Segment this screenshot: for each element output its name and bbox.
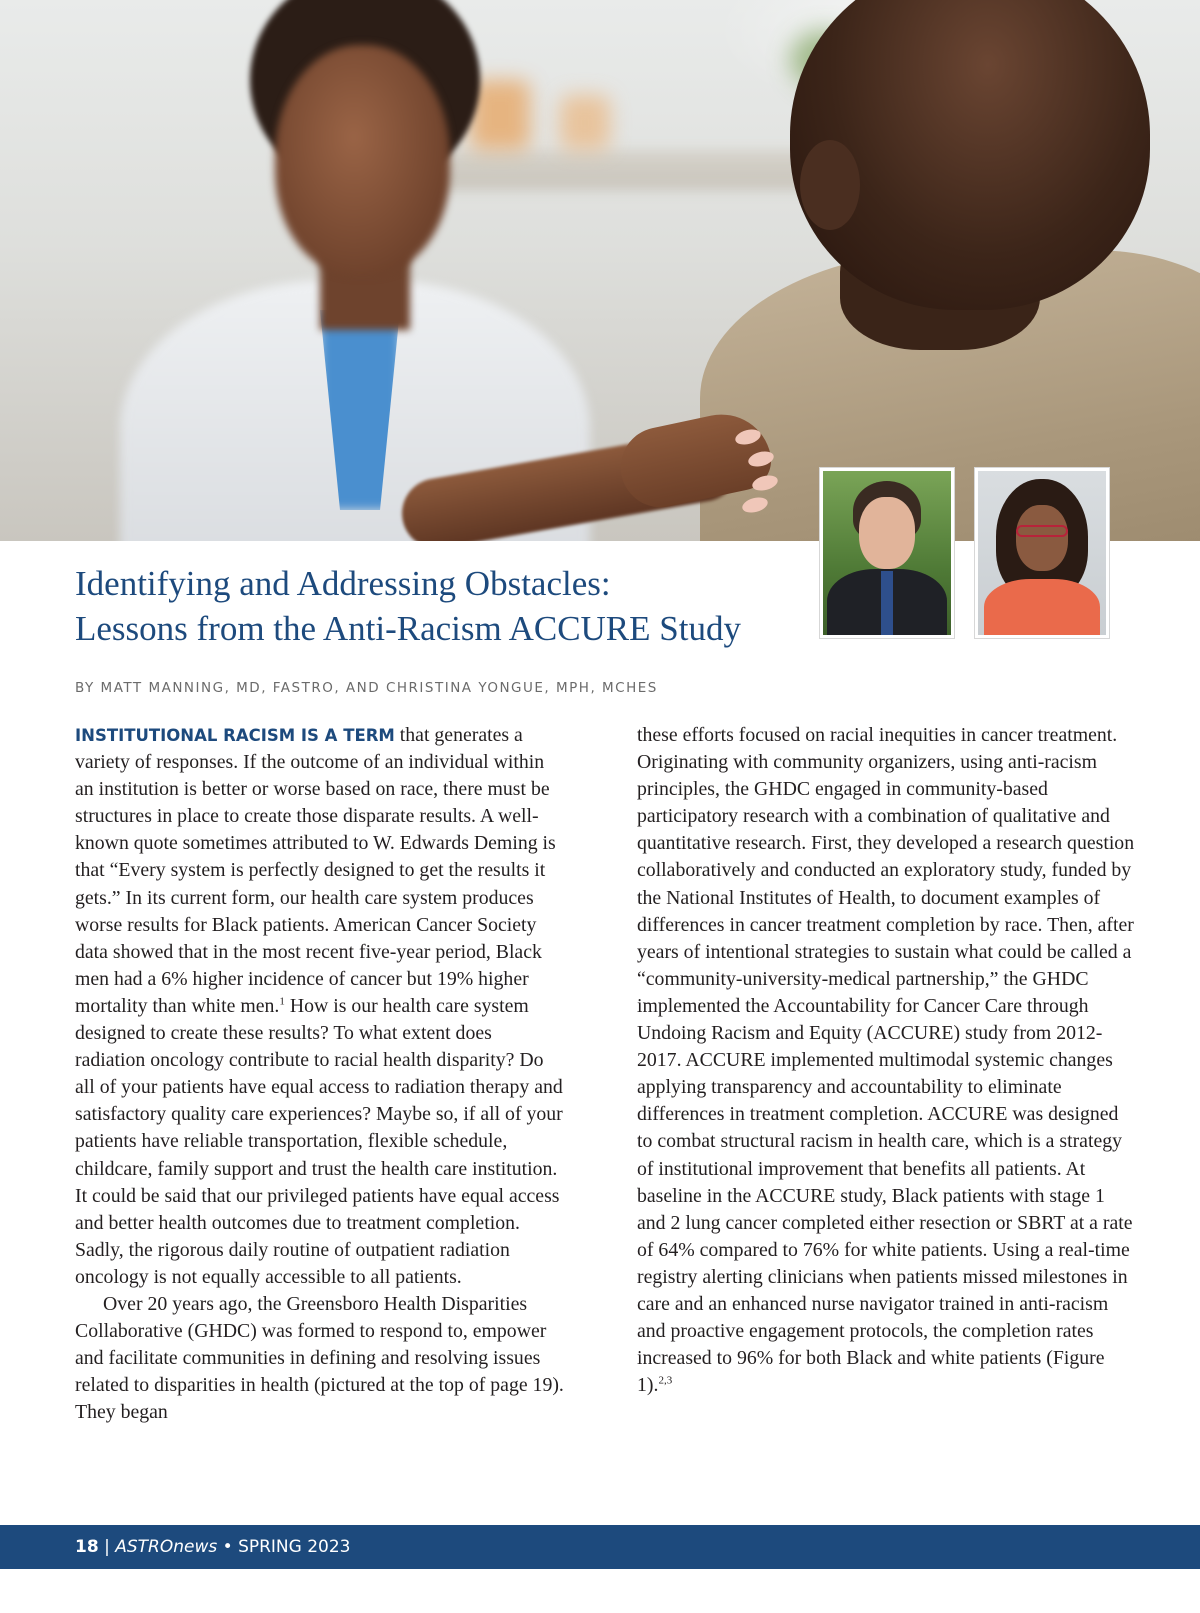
page-number: 18 (75, 1537, 99, 1557)
paragraph-3 (637, 722, 1137, 1399)
paragraph-1 (75, 722, 565, 1291)
byline: BY MATT MANNING, MD, FASTRO, AND CHRISTINA YONGUE, MPH, MCHES (75, 680, 658, 696)
article-title-line-2: Lessons from the Anti-Racism ACCURE Study (75, 609, 741, 648)
paragraph-1-text-a: that generates a variety of responses. If the outcome of an individual within an institution is better or worse based on race, there must be structures in place to create those disparate results. A well-known quote sometimes attributed to W. Edwards Deming is that “Every system is perfectly designed to get the results it gets.” In its current form, our health care system produces worse results for Black patients. American Cancer Society data showed that in the most recent five-year period, Black men had a 6% higher incidence of cancer but 19% higher mortality than white men. (75, 724, 556, 1017)
issue-label: SPRING 2023 (238, 1537, 351, 1557)
reference-2-3: 2,3 (658, 1374, 673, 1387)
footer-bullet: • (222, 1537, 233, 1557)
footer-text (75, 1534, 351, 1560)
paragraph-1-text-b: How is our health care system designed to create these results? To what extent does radiation oncology contribute to racial health disparity? Do all of your patients have equal access to radiation therapy and satisfactory quality care experiences? Maybe so, if all of your patients have reliable transportation, flexible schedule, childcare, family support and trust the health care institution. It could be said that our privileged patients have equal access and better health outcomes due to treatment completion. Sadly, the rigorous daily routine of outpatient radiation oncology is not equally accessible to all patients. (75, 994, 563, 1288)
article-column-right (637, 722, 1137, 1399)
hero-photo (0, 0, 1200, 541)
article-title (75, 561, 795, 651)
author-portrait-matt-manning (820, 468, 954, 638)
paragraph-3-text: these efforts focused on racial inequities in cancer treatment. Originating with community organizers, using anti-racism principles, the GHDC engaged in community-based participatory research with a combination of qualitative and quantitative research. First, they developed a research question collaboratively and conducted an exploratory study, funded by the National Institutes of Health, to document examples of differences in cancer treatment completion by race. Then, after years of intentional strategies to sustain what could be called a “community-university-medical partnership,” the GHDC implemented the Accountability for Cancer Care through Undoing Racism and Equity (ACCURE) study from 2012-2017. ACCURE implemented multimodal systemic changes applying transparency and accountability to eliminate differences in treatment completion. ACCURE was designed to combat structural racism in health care, which is a strategy of institutional improvement that benefits all patients. At baseline in the ACCURE study, Black patients with stage 1 and 2 lung cancer completed either resection or SBRT at a rate of 64% compared to 76% for white patients. Using a real-time registry alerting clinicians when patients missed milestones in care and an enhanced nurse navigator trained in anti-racism and proactive engagement protocols, the completion rates increased to 96% for both Black and white patients (Figure 1). (637, 724, 1135, 1397)
article-column-left (75, 722, 565, 1426)
reference-1: 1 (279, 995, 285, 1008)
footer-separator: | (104, 1537, 110, 1557)
author-portrait-christina-yongue (975, 468, 1109, 638)
magazine-name: ASTROnews (115, 1537, 218, 1557)
article-title-line-1: Identifying and Addressing Obstacles: (75, 564, 611, 603)
lead-in: INSTITUTIONAL RACISM IS A TERM (75, 726, 395, 745)
paragraph-2: Over 20 years ago, the Greensboro Health Disparities Collaborative (GHDC) was formed to respond to, empower and facilitate communities in defining and resolving issues related to disparities in health (pictured at the top of page 19). They began (75, 1292, 564, 1424)
